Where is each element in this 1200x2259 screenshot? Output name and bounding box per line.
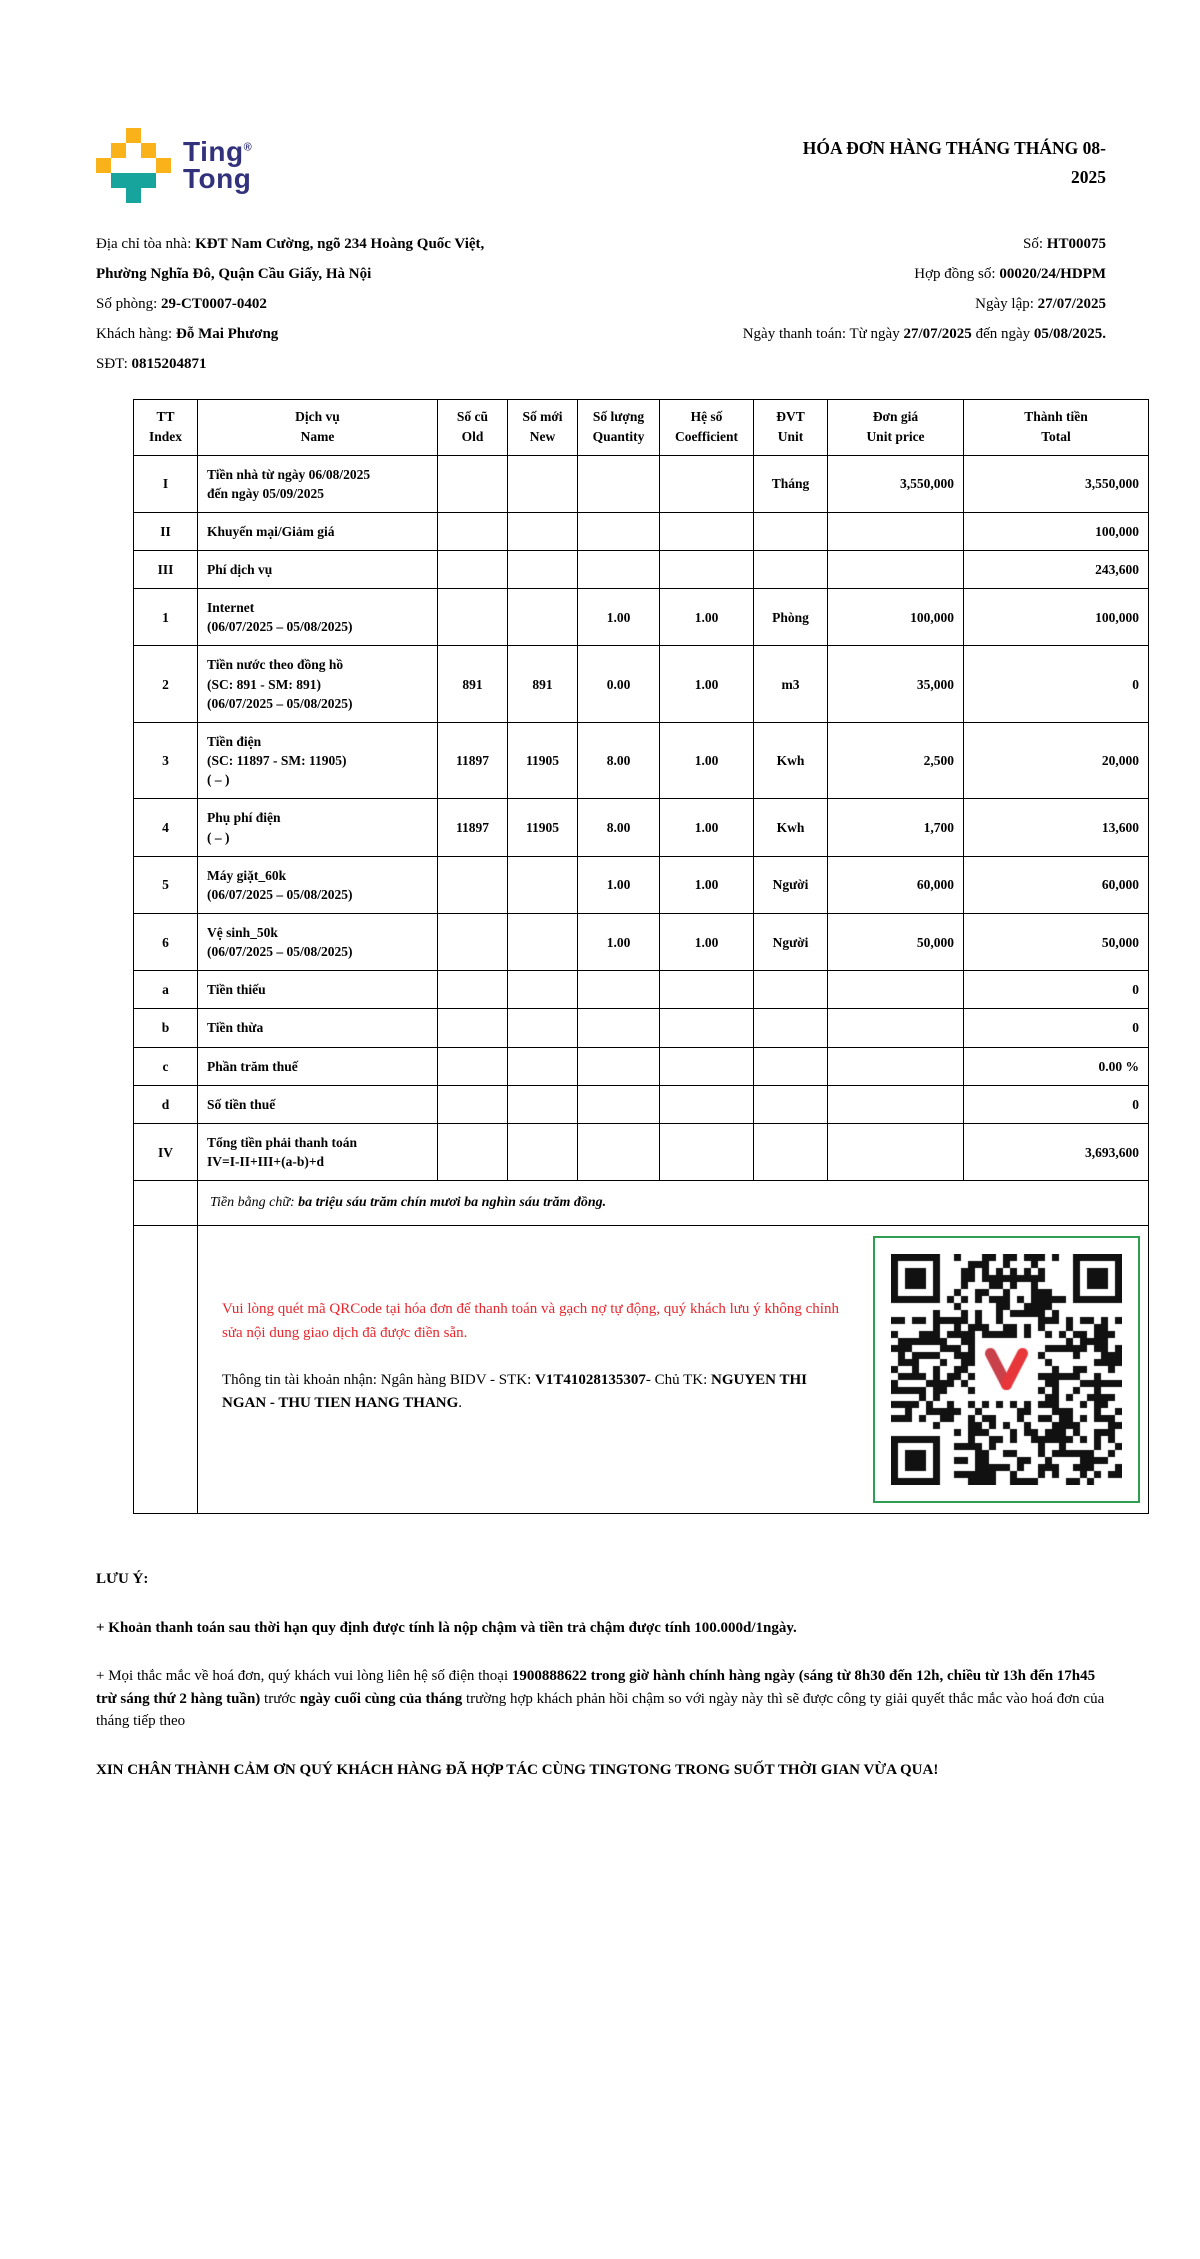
note-item: [96, 1617, 1106, 1640]
table-cell: [578, 1085, 660, 1123]
table-cell: 243,600: [964, 550, 1149, 588]
table-cell: [754, 1123, 828, 1180]
amount-in-words-label: Tiền bằng chữ:: [210, 1195, 299, 1211]
qr-box: [873, 1236, 1140, 1503]
logo-pixel: [141, 173, 156, 188]
registered-trademark-icon: ®: [243, 141, 253, 154]
table-cell: [660, 455, 754, 512]
table-header-cell: Đơn giá Unit price: [828, 400, 964, 456]
table-cell: [828, 1009, 964, 1047]
logo-pixel: [156, 158, 171, 173]
table-cell: [754, 1009, 828, 1047]
table-header-row: [134, 400, 1149, 456]
table-cell: [134, 1226, 198, 1514]
logo-pixel: [111, 173, 126, 188]
payment-notice: Vui lòng quét mã QRCode tại hóa đơn để thanh toán và gạch nợ tự động, quý khách lưu ý không chỉnh sửa nội dung giao dịch đã được điền sẵn.: [222, 1301, 839, 1341]
text-segment: 27/07/2025: [1037, 296, 1106, 312]
info-line: [641, 289, 1106, 319]
text-segment: NGUYEN THI NGAN - THU TIEN HANG THANG: [222, 1371, 808, 1411]
table-cell: Tiền nước theo đồng hồ (SC: 891 - SM: 891) (06/07/2025 – 05/08/2025): [198, 646, 438, 722]
table-cell: 100,000: [964, 512, 1149, 550]
table-cell: 2,500: [828, 722, 964, 798]
logo-pixel: [126, 143, 141, 158]
table-cell: 100,000: [828, 589, 964, 646]
table-cell: 50,000: [964, 914, 1149, 971]
info-line: [641, 259, 1106, 289]
text-segment: HT00075: [1046, 236, 1106, 252]
invoice-title-line1: HÓA ĐƠN HÀNG THÁNG THÁNG 08-: [802, 138, 1106, 158]
table-cell: [508, 589, 578, 646]
tingtong-logo: [96, 128, 252, 203]
table-cell: 8.00: [578, 722, 660, 798]
table-body: [134, 455, 1149, 1181]
logo-pixel: [96, 143, 111, 158]
text-segment: Số phòng:: [96, 296, 162, 312]
text-segment: Ngày lập:: [975, 296, 1038, 312]
table-cell: [438, 856, 508, 913]
table-cell: [438, 589, 508, 646]
text-segment: V1T41028135307: [535, 1371, 646, 1388]
table-cell: [508, 914, 578, 971]
tingtong-logo-icon: [96, 128, 171, 203]
info-line: [96, 259, 641, 289]
logo-pixel: [111, 188, 126, 203]
table-cell: [578, 550, 660, 588]
table-cell: [508, 1009, 578, 1047]
logo-pixel: [156, 188, 171, 203]
logo-pixel: [96, 173, 111, 188]
logo-pixel: [126, 158, 141, 173]
table-cell: [660, 550, 754, 588]
logo-pixel: [111, 158, 126, 173]
table-cell: Internet (06/07/2025 – 05/08/2025): [198, 589, 438, 646]
table-cell: [754, 971, 828, 1009]
invoice-title: [736, 134, 1106, 192]
table-header-cell: Số cũ Old: [438, 400, 508, 456]
table-cell: II: [134, 512, 198, 550]
info-line: [96, 349, 641, 379]
table-cell: [828, 550, 964, 588]
qr-instructions: [198, 1226, 873, 1415]
table-cell: d: [134, 1085, 198, 1123]
table-cell: [754, 1085, 828, 1123]
text-segment: 29-CT0007-0402: [161, 296, 267, 312]
amount-in-words-cell: [198, 1181, 1149, 1226]
table-cell: [438, 1047, 508, 1085]
table-header-cell: Dịch vụ Name: [198, 400, 438, 456]
table-cell: [754, 1047, 828, 1085]
logo-text-line1: Ting®: [183, 135, 253, 167]
table-cell: m3: [754, 646, 828, 722]
text-segment: Ngày thanh toán: Từ ngày: [742, 326, 904, 342]
footer-notes: [96, 1568, 1106, 1781]
text-segment: + Mọi thắc mắc về hoá đơn, quý khách vui lòng liên hệ số điện thoại: [96, 1668, 512, 1685]
table-cell: [660, 512, 754, 550]
table-header-cell: TT Index: [134, 400, 198, 456]
table-cell: [508, 1123, 578, 1180]
info-right: [641, 229, 1106, 379]
table-row: [134, 799, 1149, 856]
table-cell: [660, 1123, 754, 1180]
table-cell: Tiền nhà từ ngày 06/08/2025 đến ngày 05/09/2025: [198, 455, 438, 512]
table-cell: Máy giặt_60k (06/07/2025 – 05/08/2025): [198, 856, 438, 913]
table-cell: Người: [754, 856, 828, 913]
table-row: [134, 722, 1149, 798]
table-cell: b: [134, 1009, 198, 1047]
logo-pixel: [111, 128, 126, 143]
table-cell: 8.00: [578, 799, 660, 856]
table-cell: [508, 512, 578, 550]
table-cell: Phần trăm thuế: [198, 1047, 438, 1085]
logo-pixel: [96, 128, 111, 143]
text-segment: Hợp đồng số:: [914, 266, 1000, 282]
table-cell: a: [134, 971, 198, 1009]
logo-pixel: [141, 143, 156, 158]
table-cell: Người: [754, 914, 828, 971]
table-cell: 6: [134, 914, 198, 971]
text-segment: 00020/24/HDPM: [999, 266, 1106, 282]
logo-pixel: [141, 188, 156, 203]
qr-row: [134, 1226, 1149, 1514]
text-segment: Địa chỉ tòa nhà:: [96, 236, 196, 252]
table-cell: 3,550,000: [828, 455, 964, 512]
logo-pixel: [126, 173, 141, 188]
table-cell: 0: [964, 1009, 1149, 1047]
table-cell: [438, 914, 508, 971]
table-cell: 1,700: [828, 799, 964, 856]
table-row: [134, 1123, 1149, 1180]
table-cell: I: [134, 455, 198, 512]
table-cell: [134, 1181, 198, 1226]
table-cell: 891: [508, 646, 578, 722]
table-cell: 35,000: [828, 646, 964, 722]
logo-pixel: [156, 128, 171, 143]
table-cell: [578, 1047, 660, 1085]
logo-pixel: [126, 188, 141, 203]
table-header-cell: ĐVT Unit: [754, 400, 828, 456]
table-cell: 1.00: [578, 914, 660, 971]
table-row: [134, 856, 1149, 913]
table-cell: Phòng: [754, 589, 828, 646]
table-cell: [754, 512, 828, 550]
table-cell: III: [134, 550, 198, 588]
table-cell: [438, 550, 508, 588]
table-cell: [438, 971, 508, 1009]
text-segment: Phường Nghĩa Đô, Quận Cầu Giấy, Hà Nội: [96, 266, 372, 282]
text-segment: .: [458, 1395, 463, 1411]
table-cell: Tiền thừa: [198, 1009, 438, 1047]
text-segment: KĐT Nam Cường, ngõ 234 Hoàng Quốc Việt,: [195, 236, 485, 252]
invoice-info: [96, 229, 1106, 379]
table-row: [134, 1009, 1149, 1047]
table-cell: 11905: [508, 722, 578, 798]
table-cell: 1.00: [578, 856, 660, 913]
table-row: [134, 550, 1149, 588]
logo-pixel: [141, 128, 156, 143]
invoice-title-line2: 2025: [1071, 166, 1106, 187]
amount-in-words-row: [134, 1181, 1149, 1226]
text-segment: trước: [260, 1690, 300, 1707]
table-row: [134, 1085, 1149, 1123]
table-cell: [578, 971, 660, 1009]
table-cell: 1.00: [660, 914, 754, 971]
table-cell: [754, 550, 828, 588]
table-cell: [660, 1009, 754, 1047]
table-cell: [438, 1085, 508, 1123]
table-cell: [438, 1123, 508, 1180]
table-cell: [508, 856, 578, 913]
table-cell: 0: [964, 1085, 1149, 1123]
table-cell: [660, 1047, 754, 1085]
table-cell: [508, 971, 578, 1009]
table-header-cell: Thành tiền Total: [964, 400, 1149, 456]
table-cell: [828, 1085, 964, 1123]
table-row: [134, 512, 1149, 550]
logo-pixel: [126, 128, 141, 143]
table-cell: [438, 455, 508, 512]
table-cell: 2: [134, 646, 198, 722]
table-cell: [828, 512, 964, 550]
table-cell: 0.00 %: [964, 1047, 1149, 1085]
table-cell: 0: [964, 646, 1149, 722]
table-row: [134, 1047, 1149, 1085]
table-cell: Tổng tiền phải thanh toán IV=I-II+III+(a-b)+d: [198, 1123, 438, 1180]
text-segment: - Chủ TK:: [645, 1371, 712, 1388]
table-cell: 4: [134, 799, 198, 856]
info-left: [96, 229, 641, 379]
text-segment: đến ngày: [971, 326, 1034, 342]
table-cell: 11897: [438, 722, 508, 798]
table-cell: [660, 1085, 754, 1123]
logo-pixel: [156, 143, 171, 158]
table-cell: [578, 1009, 660, 1047]
table-cell: 20,000: [964, 722, 1149, 798]
table-cell: [508, 1047, 578, 1085]
text-segment: ngày cuối cùng của tháng: [299, 1690, 463, 1707]
table-cell: 0.00: [578, 646, 660, 722]
table-cell: 0: [964, 971, 1149, 1009]
table-cell: 1.00: [578, 589, 660, 646]
table-cell: [508, 1085, 578, 1123]
table-cell: 60,000: [964, 856, 1149, 913]
table-cell: [660, 971, 754, 1009]
table-cell: Kwh: [754, 722, 828, 798]
table-cell: Kwh: [754, 799, 828, 856]
table-cell: [828, 1047, 964, 1085]
table-cell: [828, 971, 964, 1009]
table-cell: [508, 550, 578, 588]
table-cell: 1.00: [660, 799, 754, 856]
table-cell: [578, 512, 660, 550]
text-segment: 05/08/2025.: [1033, 326, 1106, 342]
table-cell: Phí dịch vụ: [198, 550, 438, 588]
table-cell: 13,600: [964, 799, 1149, 856]
table-cell: 50,000: [828, 914, 964, 971]
table-header-cell: Số lượng Quantity: [578, 400, 660, 456]
notes-list: [96, 1617, 1106, 1733]
table-cell: 5: [134, 856, 198, 913]
table-cell: [438, 512, 508, 550]
table-cell: 1.00: [660, 722, 754, 798]
table-cell: [508, 455, 578, 512]
text-segment: 27/07/2025: [903, 326, 972, 342]
logo-pixel: [156, 173, 171, 188]
info-line: [641, 319, 1106, 349]
text-segment: Đỗ Mai Phương: [175, 326, 279, 342]
text-segment: SĐT:: [96, 356, 132, 372]
logo-text-line2: Tong: [183, 162, 252, 194]
table-cell: IV: [134, 1123, 198, 1180]
table-cell: 1: [134, 589, 198, 646]
table-cell: 1.00: [660, 589, 754, 646]
logo-pixel: [111, 143, 126, 158]
info-line: [641, 229, 1106, 259]
info-line: [96, 289, 641, 319]
text-segment: 1900888622 trong giờ hành chính hàng ngày (sáng từ 8h30 đến 12h, chiều từ 13h đến 17h45 trừ sáng thứ 2 hàng tuần): [96, 1668, 1096, 1707]
table-cell: [578, 1123, 660, 1180]
invoice-header: [96, 128, 1106, 203]
table-header-cell: Hệ số Coefficient: [660, 400, 754, 456]
logo-pixel: [141, 158, 156, 173]
table-cell: Tháng: [754, 455, 828, 512]
amount-in-words-value: ba triệu sáu trăm chín mươi ba nghìn sáu trăm đồng.: [298, 1195, 607, 1211]
table-cell: Phụ phí điện ( – ): [198, 799, 438, 856]
text-segment: Thông tin tài khoản nhận: Ngân hàng BIDV - STK:: [222, 1371, 536, 1388]
table-cell: 11897: [438, 799, 508, 856]
note-item: [96, 1665, 1106, 1733]
table-header-cell: Số mới New: [508, 400, 578, 456]
account-info: [222, 1369, 839, 1416]
text-segment: Số:: [1023, 236, 1047, 252]
table-cell: [438, 1009, 508, 1047]
table-row: [134, 455, 1149, 512]
text-segment: + Khoản thanh toán sau thời hạn quy định được tính là nộp chậm và tiền trả chậm được tính 100.000d/1ngày.: [96, 1619, 797, 1636]
table-cell: 1.00: [660, 856, 754, 913]
table-cell: 11905: [508, 799, 578, 856]
table-cell: Vệ sinh_50k (06/07/2025 – 05/08/2025): [198, 914, 438, 971]
table-row: [134, 646, 1149, 722]
table-cell: 1.00: [660, 646, 754, 722]
table-cell: 3,550,000: [964, 455, 1149, 512]
table-cell: Tiền điện (SC: 11897 - SM: 11905) ( – ): [198, 722, 438, 798]
table-row: [134, 971, 1149, 1009]
table-cell: 891: [438, 646, 508, 722]
table-cell: c: [134, 1047, 198, 1085]
logo-pixel: [96, 188, 111, 203]
table-cell: Tiền thiếu: [198, 971, 438, 1009]
tingtong-logo-text: [183, 135, 253, 194]
table-cell: Khuyến mại/Giảm giá: [198, 512, 438, 550]
qr-section-cell: [198, 1226, 1149, 1514]
logo-pixel: [96, 158, 111, 173]
table-cell: 3: [134, 722, 198, 798]
info-line: [96, 229, 641, 259]
table-cell: 3,693,600: [964, 1123, 1149, 1180]
text-segment: 0815204871: [131, 356, 207, 372]
qr-code: [891, 1254, 1122, 1485]
text-segment: trường hợp khách phản hồi chậm so với ngày này thì sẽ được công ty giải quyết thắc mắc vào hoá đơn của tháng tiếp theo: [96, 1690, 1105, 1730]
table-cell: 60,000: [828, 856, 964, 913]
invoice-table: [133, 399, 1149, 1514]
table-cell: [578, 455, 660, 512]
notes-title: LƯU Ý:: [96, 1571, 149, 1588]
table-cell: [828, 1123, 964, 1180]
table-cell: Số tiền thuế: [198, 1085, 438, 1123]
info-line: [96, 319, 641, 349]
thanks-note: XIN CHÂN THÀNH CẢM ƠN QUÝ KHÁCH HÀNG ĐÃ HỢP TÁC CÙNG TINGTONG TRONG SUỐT THỜI GIAN VỪA QUA!: [96, 1761, 939, 1778]
table-row: [134, 589, 1149, 646]
table-cell: 100,000: [964, 589, 1149, 646]
text-segment: Khách hàng:: [96, 326, 176, 342]
table-row: [134, 914, 1149, 971]
